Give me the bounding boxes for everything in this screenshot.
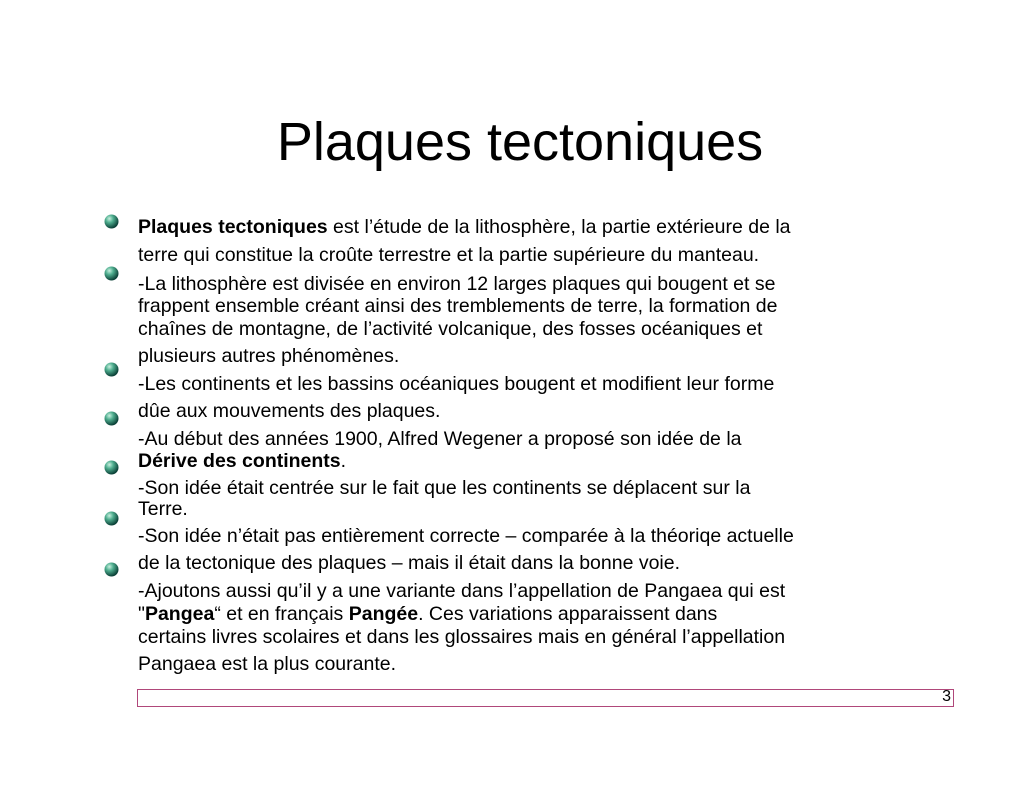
body-line: chaînes de montagne, de l’activité volcanique, des fosses océaniques et <box>138 318 763 340</box>
body-line: Pangaea est la plus courante. <box>138 653 397 675</box>
term-pangea: Pangea <box>144 603 215 625</box>
body-line: -Son idée n’était pas entièrement correcte – comparée à la théoriqe actuelle <box>138 525 794 547</box>
body-line: plusieurs autres phénomènes. <box>138 345 400 367</box>
green-sphere-bullet-icon <box>103 510 120 527</box>
line-text: . Ces variations apparaissent dans <box>418 603 718 625</box>
body-line <box>138 603 717 626</box>
green-sphere-bullet-icon <box>103 361 120 378</box>
body-line: -Son idée était centrée sur le fait que les continents se déplacent sur la <box>138 477 751 499</box>
line-text: est l’étude de la lithosphère, la partie extérieure de la <box>327 216 791 238</box>
term-derive-des-continents: Dérive des continents <box>138 450 341 472</box>
slide-title: Plaques tectoniques <box>276 112 764 172</box>
green-sphere-bullet-icon <box>103 213 120 230</box>
body-line <box>138 216 791 239</box>
green-sphere-bullet-icon <box>103 561 120 578</box>
body-line: dûe aux mouvements des plaques. <box>138 400 441 422</box>
term-plaques-tectoniques: Plaques tectoniques <box>138 216 328 238</box>
term-pangee: Pangée <box>348 603 419 625</box>
line-text: . <box>340 450 347 472</box>
green-sphere-bullet-icon <box>103 459 120 476</box>
line-text: “ et en français <box>214 603 349 625</box>
body-line: de la tectonique des plaques – mais il était dans la bonne voie. <box>138 552 681 574</box>
body-line: -Les continents et les bassins océaniques bougent et modifient leur forme <box>138 373 775 395</box>
green-sphere-bullet-icon <box>103 265 120 282</box>
body-line: Terre. <box>138 498 188 520</box>
body-line: -Au début des années 1900, Alfred Wegener a proposé son idée de la <box>138 428 742 450</box>
body-line: certains livres scolaires et dans les glossaires mais en général l’appellation <box>138 626 786 648</box>
body-line: -Ajoutons aussi qu’il y a une variante dans l’appellation de Pangaea qui est <box>138 580 786 602</box>
green-sphere-bullet-icon <box>103 410 120 427</box>
body-line <box>138 450 346 473</box>
footer-box <box>137 689 954 707</box>
body-line: -La lithosphère est divisée en environ 12 larges plaques qui bougent et se <box>138 273 776 295</box>
body-line: terre qui constitue la croûte terrestre et la partie supérieure du manteau. <box>138 244 760 266</box>
body-line: frappent ensemble créant ainsi des tremblements de terre, la formation de <box>138 295 778 317</box>
line-text: " <box>138 603 145 625</box>
page-number: 3 <box>942 688 951 705</box>
